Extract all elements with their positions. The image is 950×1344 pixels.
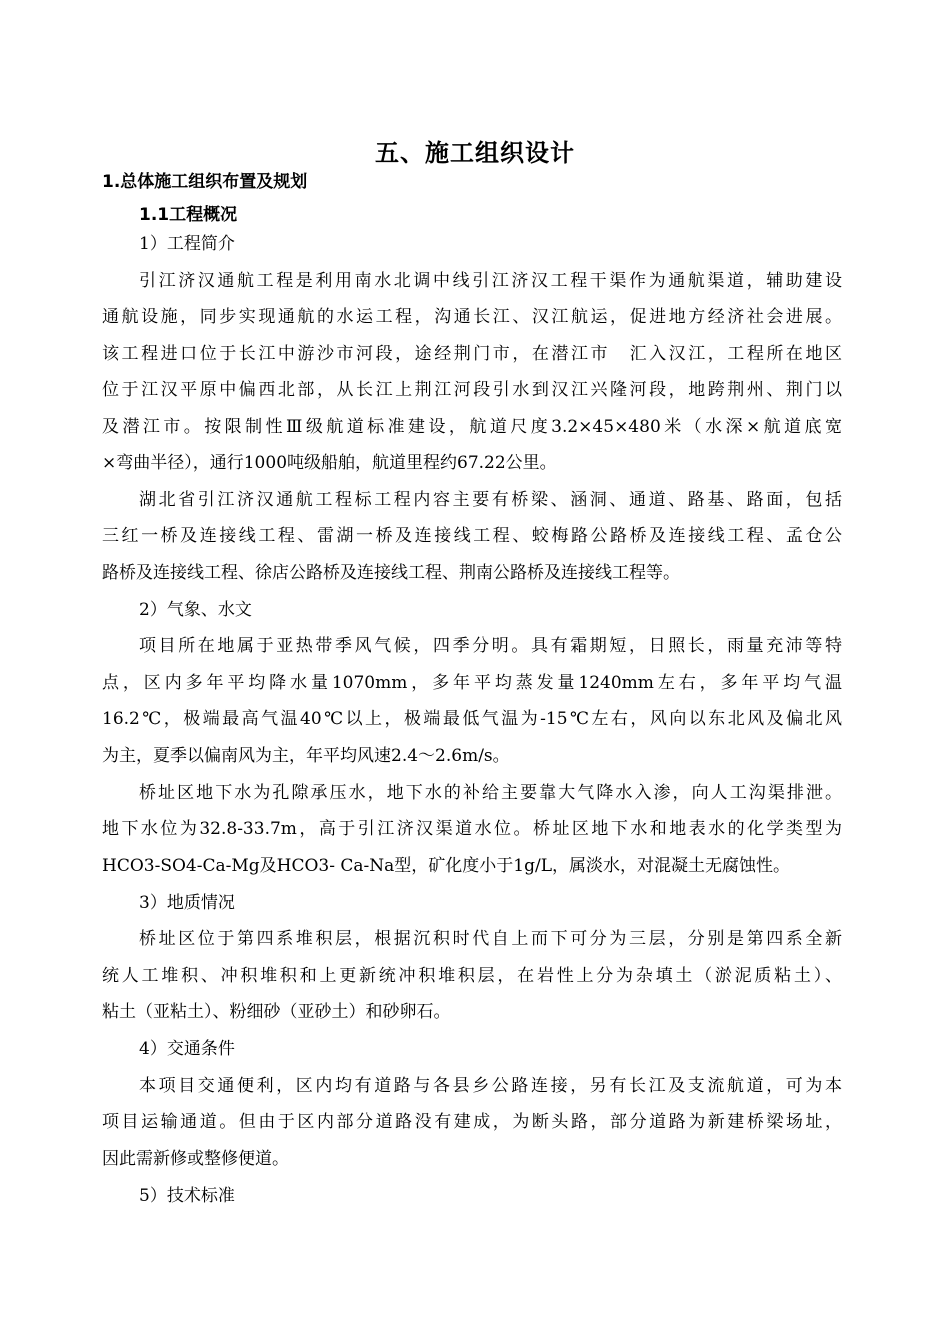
paragraph-line: 项目所在地属于亚热带季风气候，四季分明。具有霜期短，日照长，雨量充沛等特 [139, 636, 842, 656]
item-heading-traffic: 4）交通条件 [139, 1039, 235, 1059]
item-heading-project-intro: 1）工程简介 [139, 234, 235, 254]
paragraph-line: 因此需新修或整修便道。 [102, 1149, 289, 1169]
paragraph-line: 16.2℃，极端最高气温40℃以上，极端最低气温为-15℃左右，风向以东北风及偏北风 [102, 709, 842, 729]
paragraph-line: 通航设施，同步实现通航的水运工程，沟通长江、汉江航运，促进地方经济社会进展。 [102, 307, 842, 327]
paragraph-line: 桥址区位于第四系堆积层，根据沉积时代自上而下可分为三层，分别是第四系全新 [139, 929, 842, 949]
paragraph-line: 本项目交通便利，区内均有道路与各县乡公路连接，另有长江及支流航道，可为本 [139, 1076, 842, 1096]
paragraph-line: 湖北省引江济汉通航工程标工程内容主要有桥梁、涵洞、通道、路基、路面，包括 [139, 490, 842, 510]
paragraph-line: 引江济汉通航工程是利用南水北调中线引江济汉工程干渠作为通航渠道，辅助建设 [139, 271, 842, 291]
paragraph-line: 位于江汉平原中偏西北部，从长江上荆江河段引水到汉江兴隆河段，地跨荆州、荆门以 [102, 380, 842, 400]
paragraph-line: ×弯曲半径），通行1000吨级船舶，航道里程约67.22公里。 [102, 453, 557, 473]
paragraph-line: 统人工堆积、冲积堆积和上更新统冲积堆积层，在岩性上分为杂填土（淤泥质粘土）、 [102, 966, 842, 986]
paragraph-line: 路桥及连接线工程、徐店公路桥及连接线工程、荆南公路桥及连接线工程等。 [102, 563, 680, 583]
paragraph-line: 及潜江市。按限制性Ⅲ级航道标准建设，航道尺度3.2×45×480米（水深×航道底宽 [102, 417, 842, 437]
paragraph-line: 该工程进口位于长江中游沙市河段，途经荆门市，在潜江市 汇入汉江，工程所在地区 [102, 344, 842, 364]
paragraph-line: HCO3-SO4-Ca-Mg及HCO3- Ca-Na型，矿化度小于1g/L，属淡水，对混凝土无腐蚀性。 [102, 856, 790, 876]
paragraph-line: 三红一桥及连接线工程、雷湖一桥及连接线工程、蛟梅路公路桥及连接线工程、孟仓公 [102, 526, 842, 546]
item-heading-technical-standards: 5）技术标准 [139, 1186, 235, 1206]
paragraph-line: 粘土（亚粘土）、粉细砂（亚砂土）和砂卵石。 [102, 1002, 451, 1022]
item-heading-geology: 3）地质情况 [139, 893, 235, 913]
paragraph-line: 地下水位为32.8-33.7m，高于引江济汉渠道水位。桥址区地下水和地表水的化学类型为 [102, 819, 842, 839]
paragraph-line: 桥址区地下水为孔隙承压水，地下水的补给主要靠大气降水入渗，向人工沟渠排泄。 [139, 783, 842, 803]
paragraph-line: 点，区内多年平均降水量1070mm，多年平均蒸发量1240mm左右，多年平均气温 [102, 673, 842, 693]
section-heading: 1.总体施工组织布置及规划 [102, 172, 308, 192]
paragraph-line: 为主，夏季以偏南风为主，年平均风速2.4～2.6m/s。 [102, 746, 510, 766]
paragraph-line: 项目运输通道。但由于区内部分道路没有建成，为断头路，部分道路为新建桥梁场址， [102, 1112, 842, 1132]
item-heading-climate: 2）气象、水文 [139, 600, 252, 620]
page-title: 五、施工组织设计 [375, 139, 575, 167]
subsection-heading: 1.1工程概况 [139, 205, 238, 225]
